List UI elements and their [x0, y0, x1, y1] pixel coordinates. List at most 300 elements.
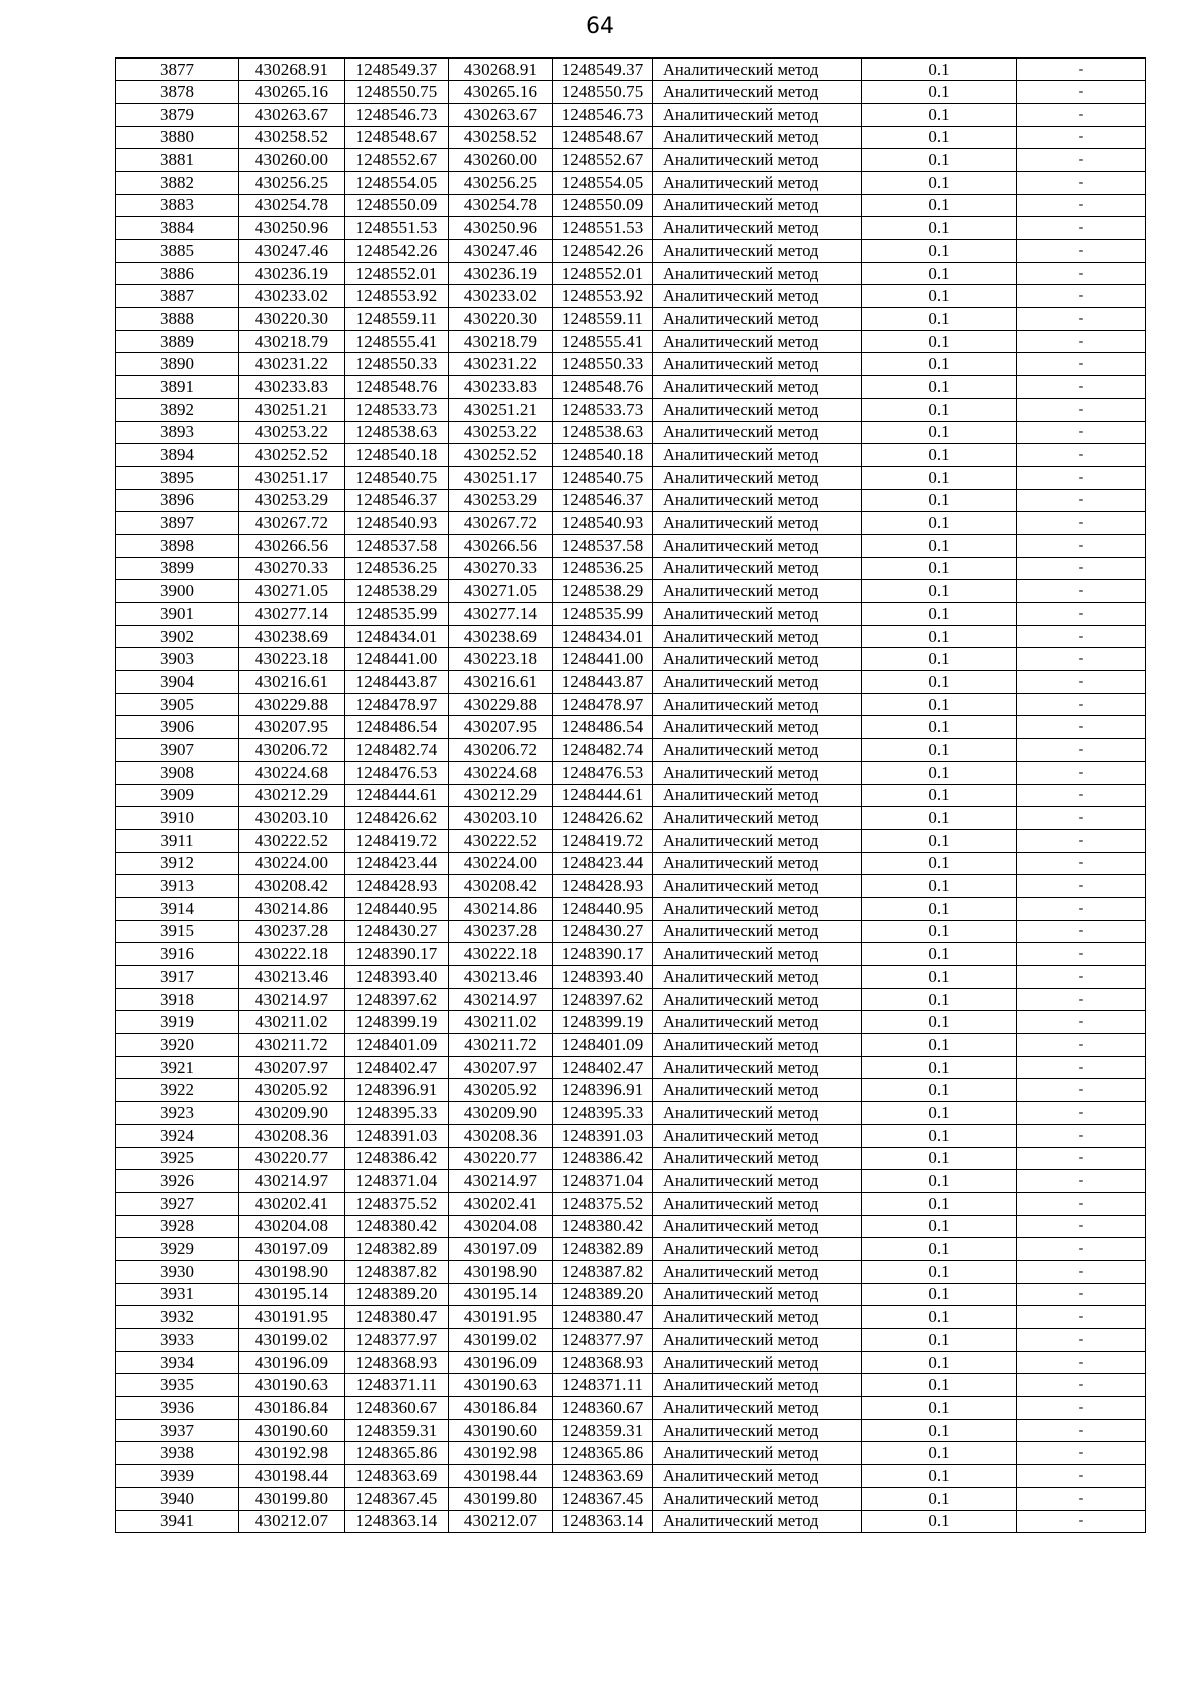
cell-accuracy: 0.1 — [862, 1419, 1017, 1442]
cell-x-coordinate: 430186.84 — [239, 1397, 345, 1420]
cell-accuracy: 0.1 — [862, 580, 1017, 603]
cell-point-number: 3901 — [116, 603, 239, 626]
cell-x-coordinate: 430224.68 — [239, 761, 345, 784]
cell-y-coordinate-2: 1248536.25 — [553, 557, 653, 580]
cell-accuracy: 0.1 — [862, 1442, 1017, 1465]
cell-x-coordinate: 430199.80 — [239, 1487, 345, 1510]
table-row — [116, 1056, 1146, 1079]
cell-y-coordinate-2: 1248441.00 — [553, 648, 653, 671]
cell-x-coordinate: 430263.67 — [239, 103, 345, 126]
cell-note: - — [1017, 807, 1146, 830]
cell-y-coordinate-2: 1248549.37 — [553, 58, 653, 81]
table-row — [116, 58, 1146, 81]
cell-x-coordinate-2: 430209.90 — [449, 1102, 553, 1125]
cell-y-coordinate: 1248536.25 — [345, 557, 449, 580]
cell-y-coordinate-2: 1248360.67 — [553, 1397, 653, 1420]
cell-method: Аналитический метод — [653, 1056, 862, 1079]
cell-y-coordinate-2: 1248476.53 — [553, 761, 653, 784]
table-row — [116, 693, 1146, 716]
cell-method: Аналитический метод — [653, 240, 862, 263]
cell-method: Аналитический метод — [653, 285, 862, 308]
cell-accuracy: 0.1 — [862, 262, 1017, 285]
cell-method: Аналитический метод — [653, 1215, 862, 1238]
cell-y-coordinate-2: 1248550.75 — [553, 81, 653, 104]
cell-point-number: 3933 — [116, 1329, 239, 1352]
cell-method: Аналитический метод — [653, 149, 862, 172]
cell-x-coordinate: 430266.56 — [239, 534, 345, 557]
cell-x-coordinate-2: 430208.36 — [449, 1124, 553, 1147]
cell-x-coordinate: 430237.28 — [239, 920, 345, 943]
table-row — [116, 285, 1146, 308]
cell-point-number: 3889 — [116, 330, 239, 353]
cell-x-coordinate-2: 430186.84 — [449, 1397, 553, 1420]
cell-method: Аналитический метод — [653, 376, 862, 399]
table-row — [116, 330, 1146, 353]
cell-method: Аналитический метод — [653, 988, 862, 1011]
cell-y-coordinate-2: 1248387.82 — [553, 1260, 653, 1283]
cell-note: - — [1017, 557, 1146, 580]
cell-accuracy: 0.1 — [862, 353, 1017, 376]
cell-note: - — [1017, 1283, 1146, 1306]
cell-x-coordinate: 430222.18 — [239, 943, 345, 966]
cell-x-coordinate-2: 430267.72 — [449, 512, 553, 535]
table-row — [116, 920, 1146, 943]
cell-point-number: 3941 — [116, 1510, 239, 1533]
cell-accuracy: 0.1 — [862, 217, 1017, 240]
cell-y-coordinate-2: 1248396.91 — [553, 1079, 653, 1102]
cell-y-coordinate-2: 1248440.95 — [553, 897, 653, 920]
cell-y-coordinate-2: 1248359.31 — [553, 1419, 653, 1442]
cell-point-number: 3890 — [116, 353, 239, 376]
cell-y-coordinate-2: 1248390.17 — [553, 943, 653, 966]
cell-point-number: 3910 — [116, 807, 239, 830]
cell-accuracy: 0.1 — [862, 943, 1017, 966]
cell-y-coordinate: 1248428.93 — [345, 875, 449, 898]
cell-x-coordinate-2: 430268.91 — [449, 58, 553, 81]
cell-x-coordinate-2: 430270.33 — [449, 557, 553, 580]
cell-y-coordinate-2: 1248402.47 — [553, 1056, 653, 1079]
table-row — [116, 1465, 1146, 1488]
cell-y-coordinate: 1248371.04 — [345, 1170, 449, 1193]
cell-y-coordinate-2: 1248546.73 — [553, 103, 653, 126]
cell-note: - — [1017, 1079, 1146, 1102]
cell-x-coordinate-2: 430202.41 — [449, 1192, 553, 1215]
cell-y-coordinate-2: 1248397.62 — [553, 988, 653, 1011]
cell-x-coordinate-2: 430224.68 — [449, 761, 553, 784]
cell-x-coordinate-2: 430252.52 — [449, 444, 553, 467]
cell-method: Аналитический метод — [653, 1170, 862, 1193]
cell-note: - — [1017, 376, 1146, 399]
table-row — [116, 103, 1146, 126]
cell-y-coordinate-2: 1248540.18 — [553, 444, 653, 467]
cell-note: - — [1017, 1102, 1146, 1125]
cell-y-coordinate-2: 1248540.75 — [553, 466, 653, 489]
cell-x-coordinate-2: 430253.22 — [449, 421, 553, 444]
cell-x-coordinate: 430212.07 — [239, 1510, 345, 1533]
cell-x-coordinate: 430277.14 — [239, 603, 345, 626]
cell-y-coordinate-2: 1248538.63 — [553, 421, 653, 444]
cell-y-coordinate-2: 1248443.87 — [553, 671, 653, 694]
cell-y-coordinate: 1248380.42 — [345, 1215, 449, 1238]
cell-method: Аналитический метод — [653, 852, 862, 875]
cell-y-coordinate: 1248538.29 — [345, 580, 449, 603]
cell-x-coordinate-2: 430256.25 — [449, 171, 553, 194]
cell-point-number: 3887 — [116, 285, 239, 308]
cell-note: - — [1017, 58, 1146, 81]
cell-y-coordinate-2: 1248375.52 — [553, 1192, 653, 1215]
cell-point-number: 3911 — [116, 829, 239, 852]
cell-accuracy: 0.1 — [862, 1465, 1017, 1488]
cell-x-coordinate: 430191.95 — [239, 1306, 345, 1329]
cell-method: Аналитический метод — [653, 671, 862, 694]
cell-y-coordinate-2: 1248535.99 — [553, 603, 653, 626]
cell-point-number: 3940 — [116, 1487, 239, 1510]
cell-y-coordinate: 1248396.91 — [345, 1079, 449, 1102]
cell-x-coordinate-2: 430212.07 — [449, 1510, 553, 1533]
cell-x-coordinate: 430214.97 — [239, 1170, 345, 1193]
cell-y-coordinate: 1248401.09 — [345, 1034, 449, 1057]
cell-note: - — [1017, 852, 1146, 875]
table-row — [116, 603, 1146, 626]
table-row — [116, 126, 1146, 149]
cell-y-coordinate: 1248386.42 — [345, 1147, 449, 1170]
cell-method: Аналитический метод — [653, 421, 862, 444]
cell-accuracy: 0.1 — [862, 1147, 1017, 1170]
table-row — [116, 398, 1146, 421]
cell-accuracy: 0.1 — [862, 716, 1017, 739]
cell-accuracy: 0.1 — [862, 1283, 1017, 1306]
cell-y-coordinate-2: 1248486.54 — [553, 716, 653, 739]
table-row — [116, 761, 1146, 784]
cell-accuracy: 0.1 — [862, 852, 1017, 875]
cell-note: - — [1017, 1351, 1146, 1374]
cell-method: Аналитический метод — [653, 1192, 862, 1215]
table-row — [116, 262, 1146, 285]
cell-x-coordinate: 430209.90 — [239, 1102, 345, 1125]
table-row — [116, 171, 1146, 194]
cell-x-coordinate: 430216.61 — [239, 671, 345, 694]
cell-x-coordinate-2: 430231.22 — [449, 353, 553, 376]
cell-note: - — [1017, 330, 1146, 353]
cell-x-coordinate-2: 430271.05 — [449, 580, 553, 603]
cell-x-coordinate: 430256.25 — [239, 171, 345, 194]
cell-note: - — [1017, 829, 1146, 852]
cell-method: Аналитический метод — [653, 1124, 862, 1147]
table-row — [116, 671, 1146, 694]
cell-y-coordinate-2: 1248389.20 — [553, 1283, 653, 1306]
cell-y-coordinate-2: 1248550.09 — [553, 194, 653, 217]
table-row — [116, 580, 1146, 603]
cell-point-number: 3908 — [116, 761, 239, 784]
cell-y-coordinate-2: 1248377.97 — [553, 1329, 653, 1352]
cell-note: - — [1017, 103, 1146, 126]
cell-point-number: 3924 — [116, 1124, 239, 1147]
cell-y-coordinate: 1248482.74 — [345, 739, 449, 762]
cell-point-number: 3878 — [116, 81, 239, 104]
cell-x-coordinate: 430233.83 — [239, 376, 345, 399]
coordinates-table-body — [116, 58, 1146, 1533]
cell-x-coordinate: 430253.22 — [239, 421, 345, 444]
cell-x-coordinate-2: 430258.52 — [449, 126, 553, 149]
table-row — [116, 1170, 1146, 1193]
cell-x-coordinate-2: 430233.02 — [449, 285, 553, 308]
cell-y-coordinate: 1248391.03 — [345, 1124, 449, 1147]
cell-method: Аналитический метод — [653, 1102, 862, 1125]
cell-method: Аналитический метод — [653, 466, 862, 489]
cell-method: Аналитический метод — [653, 1374, 862, 1397]
cell-accuracy: 0.1 — [862, 81, 1017, 104]
cell-x-coordinate: 430205.92 — [239, 1079, 345, 1102]
cell-x-coordinate-2: 430222.18 — [449, 943, 553, 966]
cell-note: - — [1017, 671, 1146, 694]
cell-x-coordinate-2: 430198.44 — [449, 1465, 553, 1488]
cell-point-number: 3928 — [116, 1215, 239, 1238]
cell-y-coordinate-2: 1248419.72 — [553, 829, 653, 852]
cell-note: - — [1017, 1306, 1146, 1329]
cell-x-coordinate: 430251.21 — [239, 398, 345, 421]
cell-accuracy: 0.1 — [862, 603, 1017, 626]
cell-x-coordinate-2: 430207.97 — [449, 1056, 553, 1079]
cell-x-coordinate-2: 430247.46 — [449, 240, 553, 263]
cell-y-coordinate-2: 1248533.73 — [553, 398, 653, 421]
cell-note: - — [1017, 444, 1146, 467]
cell-point-number: 3920 — [116, 1034, 239, 1057]
cell-y-coordinate: 1248368.93 — [345, 1351, 449, 1374]
cell-accuracy: 0.1 — [862, 966, 1017, 989]
cell-y-coordinate: 1248377.97 — [345, 1329, 449, 1352]
cell-accuracy: 0.1 — [862, 761, 1017, 784]
cell-x-coordinate-2: 430253.29 — [449, 489, 553, 512]
cell-note: - — [1017, 1215, 1146, 1238]
cell-x-coordinate: 430220.77 — [239, 1147, 345, 1170]
cell-y-coordinate-2: 1248367.45 — [553, 1487, 653, 1510]
table-row — [116, 943, 1146, 966]
cell-note: - — [1017, 739, 1146, 762]
cell-point-number: 3926 — [116, 1170, 239, 1193]
cell-y-coordinate-2: 1248368.93 — [553, 1351, 653, 1374]
table-row — [116, 1306, 1146, 1329]
table-row — [116, 1419, 1146, 1442]
cell-note: - — [1017, 1034, 1146, 1057]
table-row — [116, 1147, 1146, 1170]
cell-method: Аналитический метод — [653, 126, 862, 149]
cell-y-coordinate-2: 1248380.42 — [553, 1215, 653, 1238]
table-row — [116, 1102, 1146, 1125]
cell-accuracy: 0.1 — [862, 308, 1017, 331]
cell-note: - — [1017, 421, 1146, 444]
cell-y-coordinate-2: 1248553.92 — [553, 285, 653, 308]
cell-x-coordinate-2: 430199.02 — [449, 1329, 553, 1352]
cell-note: - — [1017, 784, 1146, 807]
cell-x-coordinate-2: 430214.97 — [449, 1170, 553, 1193]
cell-x-coordinate: 430233.02 — [239, 285, 345, 308]
cell-y-coordinate: 1248540.75 — [345, 466, 449, 489]
cell-accuracy: 0.1 — [862, 807, 1017, 830]
cell-x-coordinate-2: 430208.42 — [449, 875, 553, 898]
cell-y-coordinate-2: 1248395.33 — [553, 1102, 653, 1125]
cell-accuracy: 0.1 — [862, 1306, 1017, 1329]
cell-note: - — [1017, 1192, 1146, 1215]
cell-accuracy: 0.1 — [862, 648, 1017, 671]
cell-x-coordinate-2: 430211.72 — [449, 1034, 553, 1057]
table-row — [116, 1260, 1146, 1283]
cell-x-coordinate-2: 430250.96 — [449, 217, 553, 240]
cell-x-coordinate-2: 430198.90 — [449, 1260, 553, 1283]
cell-x-coordinate: 430203.10 — [239, 807, 345, 830]
cell-x-coordinate: 430267.72 — [239, 512, 345, 535]
cell-y-coordinate: 1248549.37 — [345, 58, 449, 81]
cell-y-coordinate-2: 1248478.97 — [553, 693, 653, 716]
cell-x-coordinate: 430195.14 — [239, 1283, 345, 1306]
cell-accuracy: 0.1 — [862, 1238, 1017, 1261]
cell-method: Аналитический метод — [653, 58, 862, 81]
cell-accuracy: 0.1 — [862, 557, 1017, 580]
cell-accuracy: 0.1 — [862, 398, 1017, 421]
cell-method: Аналитический метод — [653, 353, 862, 376]
cell-y-coordinate-2: 1248552.67 — [553, 149, 653, 172]
cell-note: - — [1017, 285, 1146, 308]
cell-point-number: 3885 — [116, 240, 239, 263]
cell-method: Аналитический метод — [653, 1465, 862, 1488]
table-row — [116, 534, 1146, 557]
cell-note: - — [1017, 1397, 1146, 1420]
cell-accuracy: 0.1 — [862, 58, 1017, 81]
cell-x-coordinate-2: 430216.61 — [449, 671, 553, 694]
cell-x-coordinate-2: 430205.92 — [449, 1079, 553, 1102]
cell-x-coordinate-2: 430251.21 — [449, 398, 553, 421]
table-row — [116, 512, 1146, 535]
cell-x-coordinate: 430265.16 — [239, 81, 345, 104]
table-row — [116, 1487, 1146, 1510]
cell-y-coordinate-2: 1248391.03 — [553, 1124, 653, 1147]
cell-accuracy: 0.1 — [862, 920, 1017, 943]
cell-method: Аналитический метод — [653, 330, 862, 353]
cell-y-coordinate-2: 1248363.14 — [553, 1510, 653, 1533]
cell-y-coordinate: 1248535.99 — [345, 603, 449, 626]
cell-x-coordinate: 430192.98 — [239, 1442, 345, 1465]
cell-x-coordinate-2: 430191.95 — [449, 1306, 553, 1329]
cell-method: Аналитический метод — [653, 194, 862, 217]
cell-method: Аналитический метод — [653, 262, 862, 285]
cell-y-coordinate-2: 1248542.26 — [553, 240, 653, 263]
cell-x-coordinate: 430250.96 — [239, 217, 345, 240]
cell-x-coordinate: 430213.46 — [239, 966, 345, 989]
cell-y-coordinate-2: 1248546.37 — [553, 489, 653, 512]
cell-x-coordinate-2: 430220.30 — [449, 308, 553, 331]
cell-y-coordinate-2: 1248444.61 — [553, 784, 653, 807]
cell-x-coordinate: 430238.69 — [239, 625, 345, 648]
table-row — [116, 784, 1146, 807]
cell-point-number: 3938 — [116, 1442, 239, 1465]
cell-note: - — [1017, 126, 1146, 149]
cell-x-coordinate-2: 430238.69 — [449, 625, 553, 648]
cell-note: - — [1017, 761, 1146, 784]
cell-x-coordinate-2: 430214.97 — [449, 988, 553, 1011]
table-row — [116, 988, 1146, 1011]
cell-point-number: 3922 — [116, 1079, 239, 1102]
cell-accuracy: 0.1 — [862, 988, 1017, 1011]
cell-note: - — [1017, 1011, 1146, 1034]
cell-y-coordinate-2: 1248428.93 — [553, 875, 653, 898]
cell-y-coordinate: 1248551.53 — [345, 217, 449, 240]
cell-x-coordinate: 430198.90 — [239, 1260, 345, 1283]
cell-x-coordinate-2: 430277.14 — [449, 603, 553, 626]
cell-accuracy: 0.1 — [862, 1260, 1017, 1283]
table-row — [116, 81, 1146, 104]
cell-note: - — [1017, 897, 1146, 920]
cell-point-number: 3907 — [116, 739, 239, 762]
cell-point-number: 3914 — [116, 897, 239, 920]
cell-y-coordinate-2: 1248537.58 — [553, 534, 653, 557]
cell-accuracy: 0.1 — [862, 1397, 1017, 1420]
table-row — [116, 557, 1146, 580]
cell-accuracy: 0.1 — [862, 103, 1017, 126]
cell-x-coordinate: 430204.08 — [239, 1215, 345, 1238]
cell-note: - — [1017, 693, 1146, 716]
cell-y-coordinate: 1248382.89 — [345, 1238, 449, 1261]
cell-y-coordinate-2: 1248382.89 — [553, 1238, 653, 1261]
cell-y-coordinate: 1248548.76 — [345, 376, 449, 399]
cell-x-coordinate: 430211.72 — [239, 1034, 345, 1057]
cell-point-number: 3934 — [116, 1351, 239, 1374]
cell-point-number: 3927 — [116, 1192, 239, 1215]
table-row — [116, 829, 1146, 852]
coordinates-table — [115, 57, 1146, 1533]
cell-x-coordinate: 430270.33 — [239, 557, 345, 580]
cell-method: Аналитический метод — [653, 398, 862, 421]
cell-accuracy: 0.1 — [862, 1056, 1017, 1079]
cell-x-coordinate: 430202.41 — [239, 1192, 345, 1215]
cell-y-coordinate: 1248553.92 — [345, 285, 449, 308]
table-row — [116, 308, 1146, 331]
table-row — [116, 194, 1146, 217]
cell-accuracy: 0.1 — [862, 897, 1017, 920]
cell-note: - — [1017, 217, 1146, 240]
cell-accuracy: 0.1 — [862, 1329, 1017, 1352]
cell-y-coordinate-2: 1248548.76 — [553, 376, 653, 399]
table-row — [116, 807, 1146, 830]
cell-y-coordinate-2: 1248482.74 — [553, 739, 653, 762]
cell-y-coordinate-2: 1248363.69 — [553, 1465, 653, 1488]
table-row — [116, 875, 1146, 898]
cell-x-coordinate: 430260.00 — [239, 149, 345, 172]
cell-accuracy: 0.1 — [862, 1351, 1017, 1374]
cell-x-coordinate: 430222.52 — [239, 829, 345, 852]
cell-x-coordinate-2: 430211.02 — [449, 1011, 553, 1034]
cell-method: Аналитический метод — [653, 920, 862, 943]
table-row — [116, 217, 1146, 240]
cell-y-coordinate-2: 1248371.11 — [553, 1374, 653, 1397]
cell-method: Аналитический метод — [653, 1510, 862, 1533]
cell-note: - — [1017, 716, 1146, 739]
table-row — [116, 625, 1146, 648]
cell-point-number: 3915 — [116, 920, 239, 943]
cell-y-coordinate: 1248550.09 — [345, 194, 449, 217]
cell-y-coordinate: 1248360.67 — [345, 1397, 449, 1420]
cell-y-coordinate: 1248402.47 — [345, 1056, 449, 1079]
cell-y-coordinate: 1248538.63 — [345, 421, 449, 444]
cell-note: - — [1017, 920, 1146, 943]
cell-y-coordinate-2: 1248551.53 — [553, 217, 653, 240]
cell-accuracy: 0.1 — [862, 444, 1017, 467]
cell-point-number: 3892 — [116, 398, 239, 421]
table-row — [116, 1238, 1146, 1261]
cell-method: Аналитический метод — [653, 829, 862, 852]
cell-point-number: 3894 — [116, 444, 239, 467]
table-row — [116, 240, 1146, 263]
cell-x-coordinate-2: 430218.79 — [449, 330, 553, 353]
cell-x-coordinate-2: 430195.14 — [449, 1283, 553, 1306]
